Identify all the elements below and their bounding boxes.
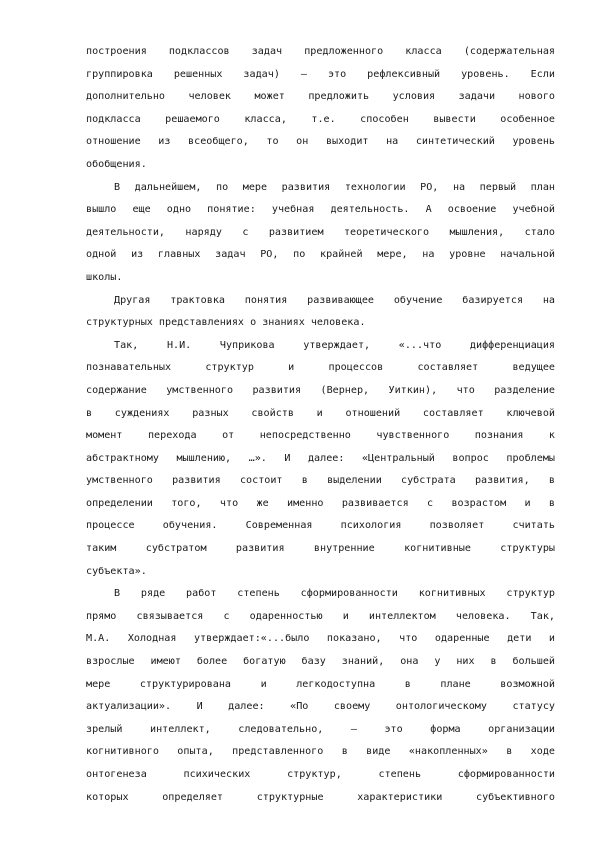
text-line: построения подклассов задач предложенного класса (содержательная [86,46,555,57]
text-line: мере структурирована и легкодоступна в плане возможной [86,678,555,690]
text-line: когнитивного опыта, представленного в виде «накопленных» в ходе [86,746,555,758]
document-body [86,41,555,809]
text-line: одной из главных задач РО, по крайней мере, на уровне начальной [86,249,555,261]
text-line: структурных представлениях о знаниях человека. [86,317,366,329]
paragraph-first-line: Так, Н.И. Чуприкова утверждает, «...что дифференциация [114,339,555,351]
text-line: в суждениях разных свойств и отношений составляет ключевой [86,407,555,419]
text-line: вышло еще одно понятие: учебная деятельность. А освоение учебной [86,204,555,216]
text-line: М.А. Холодная утверждает:«...было показано, что одаренные дети и [86,633,555,645]
text-line: определении того, что же именно развивается с возрастом и в [86,497,555,509]
text-line: актуализации». И далее: «По своему онтологическому статусу [86,701,555,713]
text-line: процессе обучения. Современная психология позволяет считать [86,520,555,532]
text-line: отношение из всеобщего, то он выходит на синтетический уровень [86,136,555,148]
paragraph-first-line: В дальнейшем, по мере развития технологии РО, на первый план [114,181,555,193]
text-line: подкласса решаемого класса, т.е. способен вывести особенное [86,113,555,125]
text-line: онтогенеза психических структур, степень сформированности [86,769,555,780]
text-line: прямо связывается с одаренностью и интеллектом человека. Так, [86,610,555,622]
text-line: зрелый интеллект, следовательно, – это форма организации [86,723,555,735]
text-line: момент перехода от непосредственно чувственного познания к [86,430,555,442]
paragraph-first-line: Другая трактовка понятия развивающее обучение базируется на [114,294,555,306]
text-line: познавательных структур и процессов составляет ведущее [86,362,555,374]
text-line: деятельности, наряду с развитием теоретического мышления, стало [86,226,555,238]
text-line: дополнительно человек может предложить условия задачи нового [86,91,555,103]
text-line: школы. [86,271,123,283]
text-line: содержание умственного развития (Вернер, Уиткин), что разделение [86,384,555,396]
text-line: таким субстратом развития внутренние когнитивные структуры [86,543,555,555]
text-line: обобщения. [86,158,147,170]
text-line: умственного развития состоит в выделении субстрата развития, в [86,475,555,487]
paragraph-first-line: В ряде работ степень сформированности когнитивных структур [114,588,555,600]
text-line: которых определяет структурные характеристики субъективного [86,791,555,803]
text-line: группировка решенных задач) – это рефлексивный уровень. Если [86,68,555,80]
text-line: взрослые имеют более богатую базу знаний, она у них в большей [86,656,555,668]
text-line: абстрактному мышлению, …». И далее: «Центральный вопрос проблемы [86,452,555,464]
text-line: субъекта». [86,565,147,577]
